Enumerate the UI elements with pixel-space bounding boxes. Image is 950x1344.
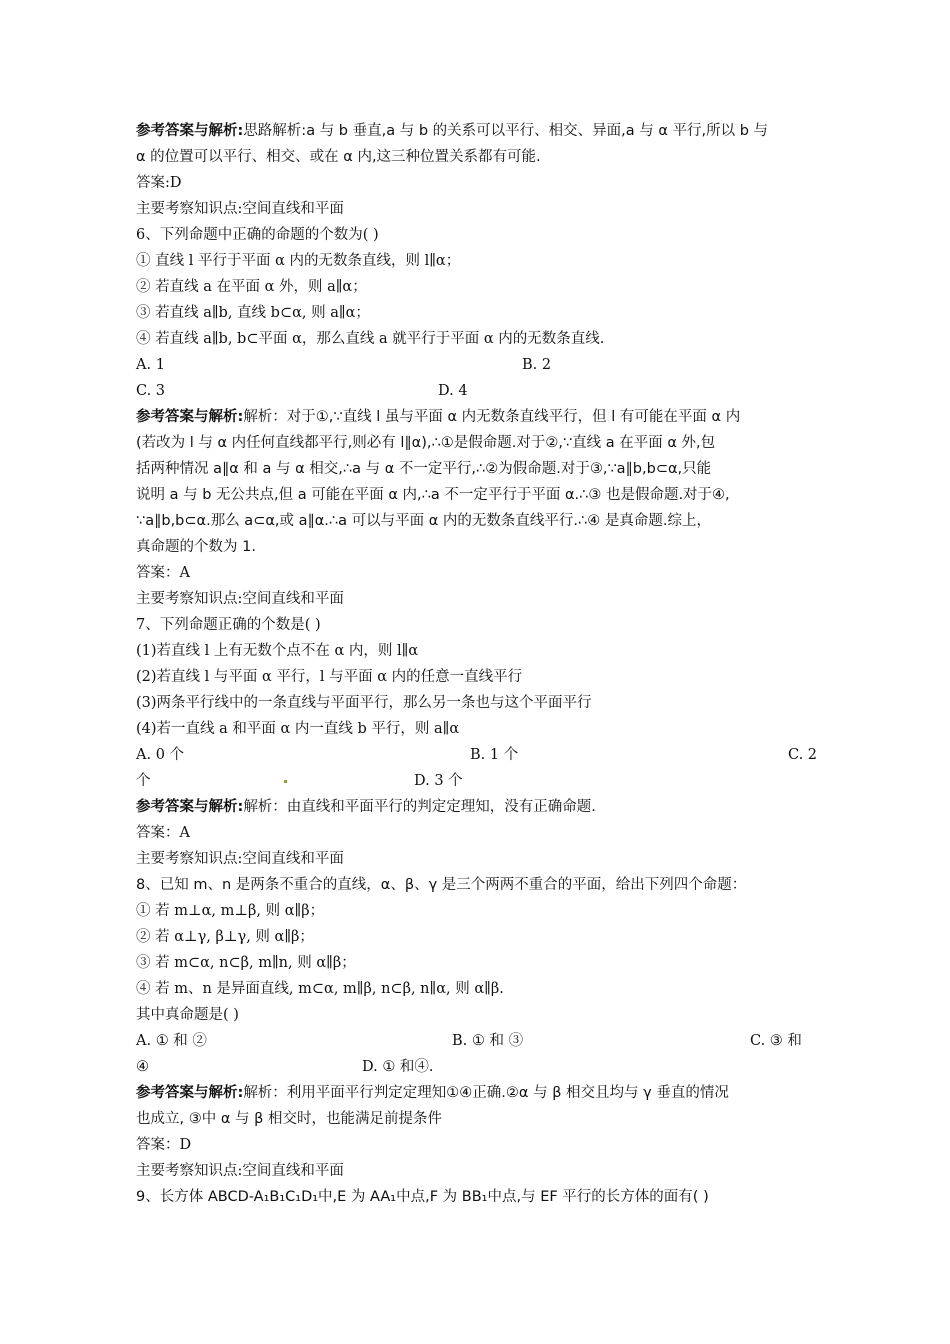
- q8-options-cd: [136, 1054, 826, 1080]
- q6-item-3: ③ 若直线 a∥b, 直线 b⊂α, 则 a∥α；: [136, 305, 370, 321]
- q6-options-ab: [136, 352, 826, 378]
- option-c: C. ③ 和: [750, 1033, 802, 1049]
- q6-options-cd: [136, 378, 826, 404]
- q7-item-2: (2)若直线 l 与平面 α 平行，l 与平面 α 内的任意一直线平行: [136, 669, 523, 685]
- q6-stem: 6、下列命题中正确的命题的个数为( ): [136, 227, 379, 243]
- q7-item-4: (4)若一直线 a 和平面 α 内一直线 b 平行，则 a∥α: [136, 721, 460, 737]
- option-b: B. ① 和 ③: [452, 1033, 524, 1049]
- option-a: A. 0 个: [136, 747, 185, 763]
- q8-item-2: ② 若 α⊥γ, β⊥γ, 则 α∥β；: [136, 929, 314, 945]
- q8-options-abc: [136, 1028, 826, 1054]
- q8-ask: 其中真命题是( ): [136, 1007, 239, 1023]
- option-b: B. 1 个: [470, 747, 519, 763]
- q8-item-4: ④ 若 m、n 是异面直线, m⊂α, m∥β, n⊂β, n∥α, 则 α∥β.: [136, 981, 504, 997]
- q8-analysis: [136, 1080, 826, 1106]
- analysis-line: 解析：利用平面平行判定定理知①④正确.②α 与 β 相交且均与 γ 垂直的情况: [243, 1085, 729, 1101]
- q6-answer: 答案：A: [136, 565, 190, 581]
- q5-knowledge: 主要考察知识点:空间直线和平面: [136, 201, 344, 217]
- option-c: C. 3: [136, 383, 166, 399]
- q7-answer: 答案：A: [136, 825, 190, 841]
- q8-item-1: ① 若 m⊥α, m⊥β, 则 α∥β；: [136, 903, 325, 919]
- analysis-label: 参考答案与解析:: [136, 409, 244, 425]
- q6-item-2: ② 若直线 a 在平面 α 外，则 a∥α；: [136, 279, 367, 295]
- q7-stem: 7、下列命题正确的个数是( ): [136, 617, 321, 633]
- analysis-text: 解析：由直线和平面平行的判定定理知，没有正确命题.: [243, 799, 596, 815]
- q8-answer: 答案：D: [136, 1137, 192, 1153]
- document-page: [136, 118, 826, 1210]
- stray-dot: [284, 780, 287, 783]
- analysis-label: 参考答案与解析:: [136, 123, 244, 139]
- q8-item-3: ③ 若 m⊂α, n⊂β, m∥n, 则 α∥β；: [136, 955, 356, 971]
- q7-knowledge: 主要考察知识点:空间直线和平面: [136, 851, 344, 867]
- analysis-text: 思路解析:a 与 b 垂直,a 与 b 的关系可以平行、相交、异面,a 与 α 平行,所以 b 与: [243, 123, 769, 139]
- option-a: A. ① 和 ②: [136, 1033, 207, 1049]
- q6-analysis-line: 说明 a 与 b 无公共点,但 a 可能在平面 α 内,∴a 不一定平行于平面 α.∴③ 也是假命题.对于④,: [136, 487, 730, 503]
- analysis-label: 参考答案与解析:: [136, 799, 244, 815]
- q8-analysis-line: 也成立, ③中 α 与 β 相交时，也能满足前提条件: [136, 1111, 442, 1127]
- option-b: B. 2: [522, 357, 552, 373]
- option-d: D. ① 和④.: [362, 1059, 434, 1075]
- q8-stem: 8、已知 m、n 是两条不重合的直线，α、β、γ 是三个两两不重合的平面，给出下列四个命题：: [136, 877, 747, 893]
- q9-stem: 9、长方体 ABCD-A₁B₁C₁D₁中,E 为 AA₁中点,F 为 BB₁中点,与 EF 平行的长方体的面有( ): [136, 1189, 709, 1205]
- q6-analysis-line: ∵a∥b,b⊂α.那么 a⊂α,或 a∥α.∴a 可以与平面 α 内的无数条直线平行.∴④ 是真命题.综上，: [136, 513, 711, 529]
- q5-answer: 答案:D: [136, 175, 182, 191]
- analysis-line: 解析：对于①,∵直线 l 虽与平面 α 内无数条直线平行，但 l 有可能在平面 α 内: [243, 409, 741, 425]
- option-c-cont: ④: [136, 1059, 149, 1075]
- q7-options-cd: [136, 768, 826, 794]
- option-a: A. 1: [136, 357, 165, 373]
- option-c: C. 2: [788, 747, 818, 763]
- option-d: D. 4: [438, 383, 468, 399]
- q7-item-1: (1)若直线 l 上有无数个点不在 α 内，则 l∥α: [136, 643, 419, 659]
- q6-analysis: [136, 404, 826, 430]
- option-d: D. 3 个: [414, 773, 463, 789]
- q6-knowledge: 主要考察知识点:空间直线和平面: [136, 591, 344, 607]
- q7-item-3: (3)两条平行线中的一条直线与平面平行，那么另一条也与这个平面平行: [136, 695, 592, 711]
- q5-analysis: [136, 118, 826, 144]
- q6-analysis-line: (若改为 l 与 α 内任何直线都平行,则必有 l∥α),∴①是假命题.对于②,∵直线 a 在平面 α 外,包: [136, 435, 716, 451]
- option-c-cont: 个: [136, 773, 151, 789]
- q6-item-4: ④ 若直线 a∥b, b⊂平面 α，那么直线 a 就平行于平面 α 内的无数条直线.: [136, 331, 605, 347]
- q6-analysis-line: 真命题的个数为 1.: [136, 539, 256, 555]
- q8-knowledge: 主要考察知识点:空间直线和平面: [136, 1163, 344, 1179]
- analysis-label: 参考答案与解析:: [136, 1085, 244, 1101]
- q6-analysis-line: 括两种情况 a∥α 和 a 与 α 相交,∴a 与 α 不一定平行,∴②为假命题.对于③,∵a∥b,b⊂α,只能: [136, 461, 712, 477]
- q7-options-abc: [136, 742, 826, 768]
- q7-analysis: [136, 794, 826, 820]
- q5-analysis-cont: α 的位置可以平行、相交、或在 α 内,这三种位置关系都有可能.: [136, 149, 541, 165]
- q6-item-1: ① 直线 l 平行于平面 α 内的无数条直线，则 l∥α；: [136, 253, 461, 269]
